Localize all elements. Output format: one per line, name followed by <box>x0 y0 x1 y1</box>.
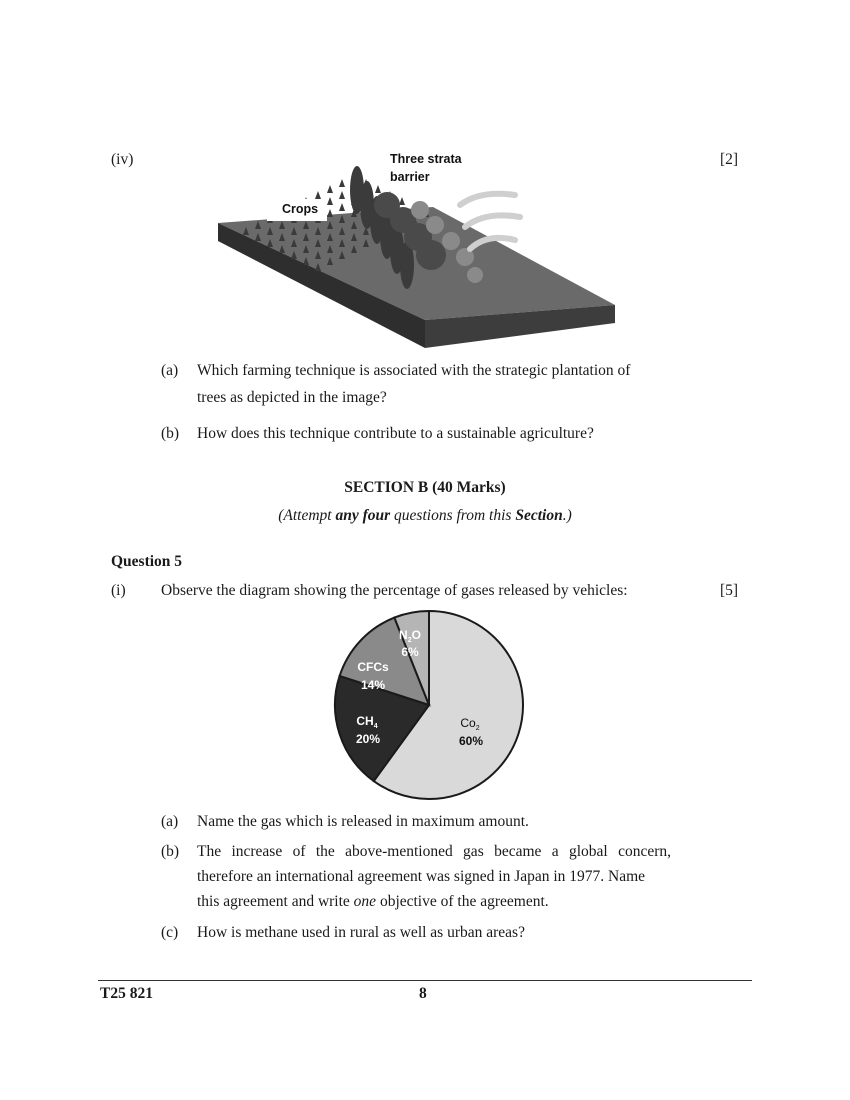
marks-q5: [5] <box>720 582 739 599</box>
q4b-text: How does this technique contribute to a sustainable agriculture? <box>197 425 594 442</box>
q5b-text-line2: therefore an international agreement was signed in Japan in 1977. Name <box>197 868 646 885</box>
pie-value-co2: 60% <box>458 734 484 748</box>
label-barrier: barrier <box>390 170 430 184</box>
q4a-text-line2: trees as depicted in the image? <box>197 389 387 406</box>
q5a-text: Name the gas which is released in maximum amount. <box>197 813 529 830</box>
q5-sub-label-c: (c) <box>161 924 179 941</box>
pie-value-ch4: 20% <box>355 732 381 746</box>
pie-value-n2o: 6% <box>401 645 419 659</box>
question-number-iv: (iv) <box>111 151 134 168</box>
q4a-text-line1: Which farming technique is associated with the strategic plantation of <box>197 362 631 379</box>
q5b-text-line3: this agreement and write one objective of the agreement. <box>197 893 549 910</box>
pie-label-ch4: $CH_4$ <box>356 714 378 730</box>
sub-label-i: (i) <box>111 582 126 599</box>
page-number: 8 <box>419 985 427 1002</box>
gas-pie-chart <box>325 605 530 805</box>
marks-q4: [2] <box>720 151 739 168</box>
q5-sub-label-a: (a) <box>161 813 179 830</box>
footer-code: T25 821 <box>100 985 153 1002</box>
pie-value-cfcs: 14% <box>360 678 386 692</box>
footer-rule <box>98 980 752 981</box>
q5c-text: How is methane used in rural as well as urban areas? <box>197 924 525 941</box>
label-three-strata: Three strata <box>390 152 462 166</box>
q5b-text-line1: The increase of the above-mentioned gas became a global concern, <box>197 843 671 860</box>
pie-label-cfcs: CFCs <box>357 660 389 674</box>
label-crops: Crops <box>282 202 319 216</box>
q5i-text: Observe the diagram showing the percentage of gases released by vehicles: <box>161 582 628 599</box>
sub-label-b: (b) <box>161 425 180 442</box>
pie-label-co2: $Co_2$ <box>460 716 480 732</box>
section-instructions: (Attempt any four questions from this Section.) <box>278 507 572 524</box>
pie-label-n2o: $N_2O$ <box>399 628 421 644</box>
question-5-title: Question 5 <box>111 553 183 570</box>
sub-label-a: (a) <box>161 362 179 379</box>
section-title: SECTION B (40 Marks) <box>344 479 506 496</box>
q5-sub-label-b: (b) <box>161 843 180 860</box>
